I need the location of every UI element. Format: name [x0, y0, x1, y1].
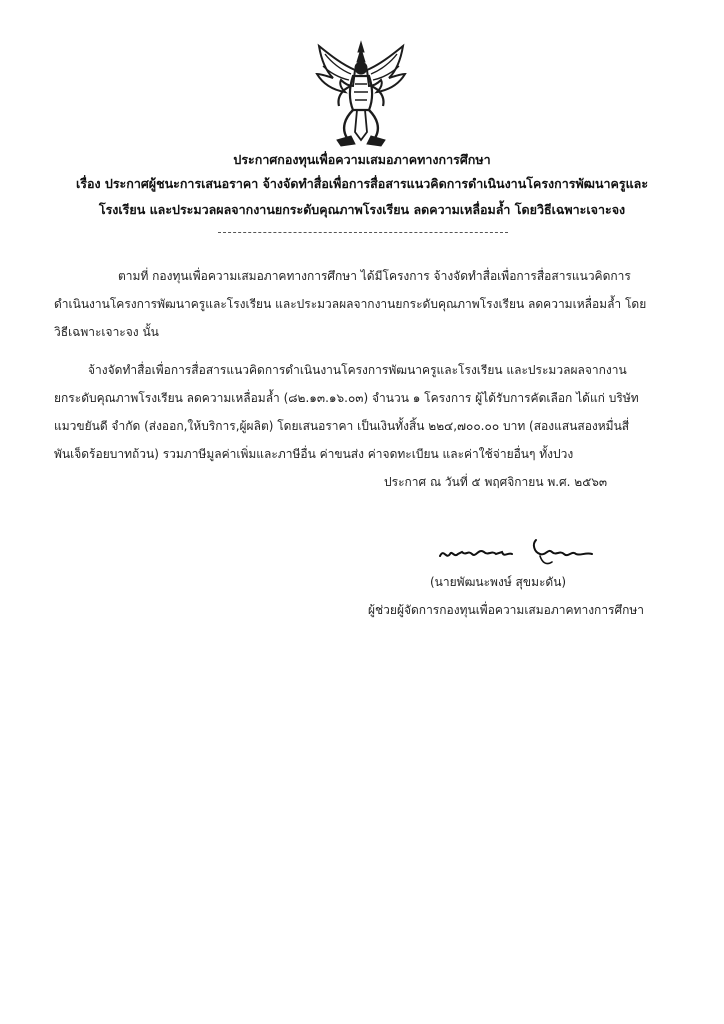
document-title: ประกาศกองทุนเพื่อความเสมอภาคทางการศึกษา	[233, 152, 491, 167]
signature-icon	[436, 530, 596, 570]
announcement-date: ประกาศ ณ วันที่ ๕ พฤศจิกายน พ.ศ. ๒๕๖๓	[384, 475, 608, 489]
paragraph-2-line-2: ยกระดับคุณภาพโรงเรียน ลดความเหลื่อมล้ำ (๘๒.๑๓.๑๖.๐๓) จำนวน ๑ โครงการ ผู้ได้รับการคัดเลือก ได้แก่ บริษัท	[54, 391, 639, 405]
subject-line-2: โรงเรียน และประมวลผลจากงานยกระดับคุณภาพโรงเรียน ลดความเหลื่อมล้ำ โดยวิธีเฉพาะเจาะจง	[98, 202, 626, 217]
paragraph-1-line-1: ตามที่ กองทุนเพื่อความเสมอภาคทางการศึกษา ได้มีโครงการ จ้างจัดทำสื่อเพื่อการสื่อสารแนวคิดการ	[118, 269, 631, 283]
paragraph-1-line-3: วิธีเฉพาะเจาะจง นั้น	[54, 325, 159, 339]
signer-title: ผู้ช่วยผู้จัดการกองทุนเพื่อความเสมอภาคทางการศึกษา	[368, 603, 645, 617]
garuda-emblem-icon	[311, 40, 411, 152]
paragraph-2-line-1: จ้างจัดทำสื่อเพื่อการสื่อสารแนวคิดการดำเนินงานโครงการพัฒนาครูและโรงเรียน และประมวลผลจากงาน	[88, 363, 627, 377]
subject-line-1: เรื่อง ประกาศผู้ชนะการเสนอราคา จ้างจัดทำสื่อเพื่อการสื่อสารแนวคิดการดำเนินงานโครงการพัฒนาครูและ	[75, 176, 649, 191]
paragraph-1-line-2: ดำเนินงานโครงการพัฒนาครูและโรงเรียน และประมวลผลจากงานยกระดับคุณภาพโรงเรียน ลดความเหลื่อมล้ำ โดย	[54, 297, 647, 311]
paragraph-2-line-4: พันเจ็ดร้อยบาทถ้วน) รวมภาษีมูลค่าเพิ่มและภาษีอื่น ค่าขนส่ง ค่าจดทะเบียน และค่าใช้จ่ายอื่นๆ ทั้งปวง	[54, 447, 574, 461]
title-divider	[218, 232, 508, 233]
paragraph-2-line-3: แมวขยันดี จำกัด (ส่งออก,ให้บริการ,ผู้ผลิต) โดยเสนอราคา เป็นเงินทั้งสิ้น ๒๒๔,๗๐๐.๐๐ บาท (สองแสนสองหมื่นสี่	[54, 419, 630, 433]
signer-name: (นายพัฒนะพงษ์ สุขมะดัน)	[430, 575, 567, 589]
